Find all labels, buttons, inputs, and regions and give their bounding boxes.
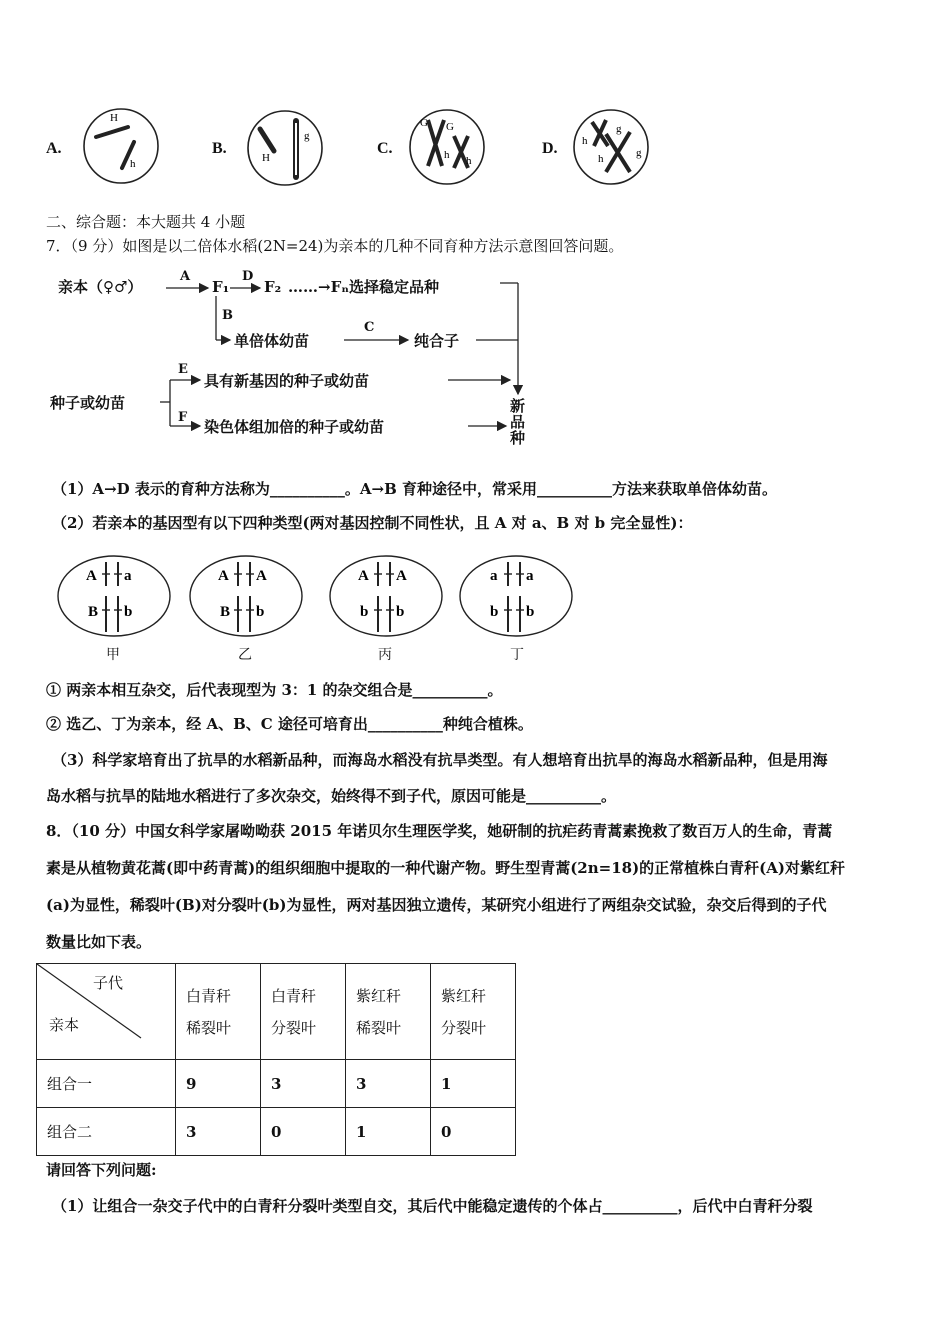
new-gene-label: 具有新基因的种子或幼苗 <box>204 372 370 390</box>
q7-part3-line1: （3）科学家培育出了抗旱的水稻新品种，而海岛水稻没有抗旱类型。有人想培育出抗旱的海岛水稻新品种，但是用海 <box>52 751 828 769</box>
q7-stem: 7．（9 分）如图是以二倍体水稻(2N=24)为亲本的几种不同育种方法示意图回答问题。 <box>46 237 624 255</box>
header-line: 分裂叶 <box>441 1018 487 1037</box>
new-variety-char-3: 种 <box>510 429 526 447</box>
parent-label: 亲本（♀♂） <box>58 278 143 296</box>
gene-label: h <box>598 153 604 165</box>
polyploid-label: 染色体组加倍的种子或幼苗 <box>204 418 385 436</box>
row-label: 组合一 <box>37 1060 176 1108</box>
gene-label: h <box>444 149 450 161</box>
step-c-label: C <box>364 320 375 335</box>
q7-sub2: ② 选乙、丁为亲本，经 A、B、C 途径可培育出__________种纯合植株。 <box>46 715 533 733</box>
table-row <box>37 1108 516 1156</box>
option-c-label: C. <box>377 140 393 157</box>
allele-label: b <box>396 604 405 620</box>
q7-part3-line2: 岛水稻与抗旱的陆地水稻进行了多次杂交，始终得不到子代，原因可能是__________。 <box>46 787 617 805</box>
new-variety-char-2: 品 <box>510 413 526 431</box>
gene-label: H <box>262 152 270 164</box>
q7-sub1: ① 两亲本相互杂交，后代表现型为 3：1 的杂交组合是__________。 <box>46 681 503 699</box>
q8-line3: (a)为显性，稀裂叶(B)对分裂叶(b)为显性，两对基因独立遗传，某研究小组进行了两组杂交试验，杂交后得到的子代 <box>46 896 827 914</box>
offspring-ratio-table <box>36 963 516 1156</box>
option-a-cell-diagram <box>80 105 162 187</box>
gene-label: g <box>616 123 622 135</box>
table-cell: 1 <box>346 1108 431 1156</box>
corner-parent-label: 亲本 <box>49 1016 80 1034</box>
q8-line4: 数量比如下表。 <box>46 933 152 951</box>
gene-label: h <box>130 158 136 170</box>
table-header <box>431 964 516 1060</box>
allele-label: b <box>256 604 265 620</box>
allele-label: a <box>490 568 498 584</box>
q7-part1: （1）A→D 表示的育种方法称为__________。A→B 育种途径中，常采用__________方法来获取单倍体幼苗。 <box>52 480 777 498</box>
gene-label: H <box>110 112 118 124</box>
table-header <box>176 964 261 1060</box>
step-d-label: D <box>242 269 254 284</box>
gene-label: g <box>636 147 642 159</box>
allele-label: b <box>360 604 369 620</box>
table-cell: 3 <box>346 1060 431 1108</box>
gene-label: g <box>304 130 310 142</box>
allele-label: a <box>124 568 132 584</box>
gene-label: h <box>466 155 472 167</box>
allele-label: A <box>396 568 407 584</box>
allele-label: B <box>88 604 99 620</box>
corner-offspring-label: 子代 <box>93 974 124 992</box>
q8-line1: 8．（10 分）中国女科学家屠呦呦获 2015 年诺贝尔生理医学奖，她研制的抗疟药青蒿素挽救了数百万人的生命，青蒿 <box>46 822 833 840</box>
cell-caption-ding: 丁 <box>510 647 524 663</box>
pure-label: 纯合子 <box>414 332 460 350</box>
table-header <box>346 964 431 1060</box>
fn-label: ……→Fₙ选择稳定品种 <box>288 278 440 296</box>
table-cell: 9 <box>176 1060 261 1108</box>
table-row <box>37 1060 516 1108</box>
allele-label: A <box>256 568 267 584</box>
header-line: 白青秆 <box>186 986 232 1005</box>
step-a-label: A <box>180 269 191 284</box>
header-line: 紫红秆 <box>356 986 402 1005</box>
option-a-label: A. <box>46 140 62 157</box>
table-header <box>261 964 346 1060</box>
header-line: 分裂叶 <box>271 1018 317 1037</box>
cell-caption-yi: 乙 <box>238 647 252 663</box>
row-label: 组合二 <box>37 1108 176 1156</box>
gene-label: h <box>582 135 588 147</box>
gene-label: G <box>420 117 428 129</box>
table-cell: 1 <box>431 1060 516 1108</box>
header-line: 稀裂叶 <box>356 1018 402 1037</box>
option-c-cell-diagram <box>406 106 488 188</box>
header-line: 紫红秆 <box>441 986 487 1005</box>
step-e-label: E <box>178 362 188 377</box>
q7-part2: （2）若亲本的基因型有以下四种类型(两对基因控制不同性状，且 A 对 a、B 对 b 完全显性)： <box>52 514 693 532</box>
gene-label: G <box>446 121 454 133</box>
genotype-cell-shapes <box>56 554 576 640</box>
cell-caption-bing: 丙 <box>378 647 392 663</box>
f2-label: F₂ <box>264 278 282 296</box>
allele-label: b <box>124 604 133 620</box>
table-cell: 0 <box>261 1108 346 1156</box>
table-cell: 3 <box>261 1060 346 1108</box>
allele-label: A <box>86 568 97 584</box>
allele-label: b <box>526 604 535 620</box>
q8-part1: （1）让组合一杂交子代中的白青秆分裂叶类型自交，其后代中能稳定遗传的个体占__________，后代中白青秆分裂 <box>52 1197 813 1215</box>
option-b-label: B. <box>212 140 227 157</box>
table-corner-cell <box>37 964 176 1060</box>
seeds-label: 种子或幼苗 <box>50 394 126 412</box>
cell-caption-jia: 甲 <box>106 647 120 663</box>
new-variety-char-1: 新 <box>510 397 526 415</box>
step-f-label: F <box>178 410 188 425</box>
allele-label: a <box>526 568 534 584</box>
header-line: 稀裂叶 <box>186 1018 232 1037</box>
q8-line2: 素是从植物黄花蒿(即中药青蒿)的组织细胞中提取的一种代谢产物。野生型青蒿(2n=18)的正常植株白青秆(A)对紫红秆 <box>46 859 846 877</box>
section-title: 二、综合题：本大题共 4 小题 <box>46 213 246 231</box>
breeding-diagram <box>48 266 538 456</box>
table-cell: 3 <box>176 1108 261 1156</box>
header-line: 白青秆 <box>271 986 317 1005</box>
genotype-cells <box>56 554 576 666</box>
allele-label: A <box>358 568 369 584</box>
option-d-cell-diagram <box>570 106 652 188</box>
option-b-cell-diagram <box>244 107 326 189</box>
step-b-label: B <box>222 308 233 323</box>
allele-label: b <box>490 604 499 620</box>
haploid-label: 单倍体幼苗 <box>234 332 310 350</box>
table-cell: 0 <box>431 1108 516 1156</box>
allele-label: A <box>218 568 229 584</box>
allele-label: B <box>220 604 231 620</box>
option-d-label: D. <box>542 140 558 157</box>
q8-prompt: 请回答下列问题: <box>46 1161 157 1179</box>
f1-label: F₁ <box>212 278 230 296</box>
